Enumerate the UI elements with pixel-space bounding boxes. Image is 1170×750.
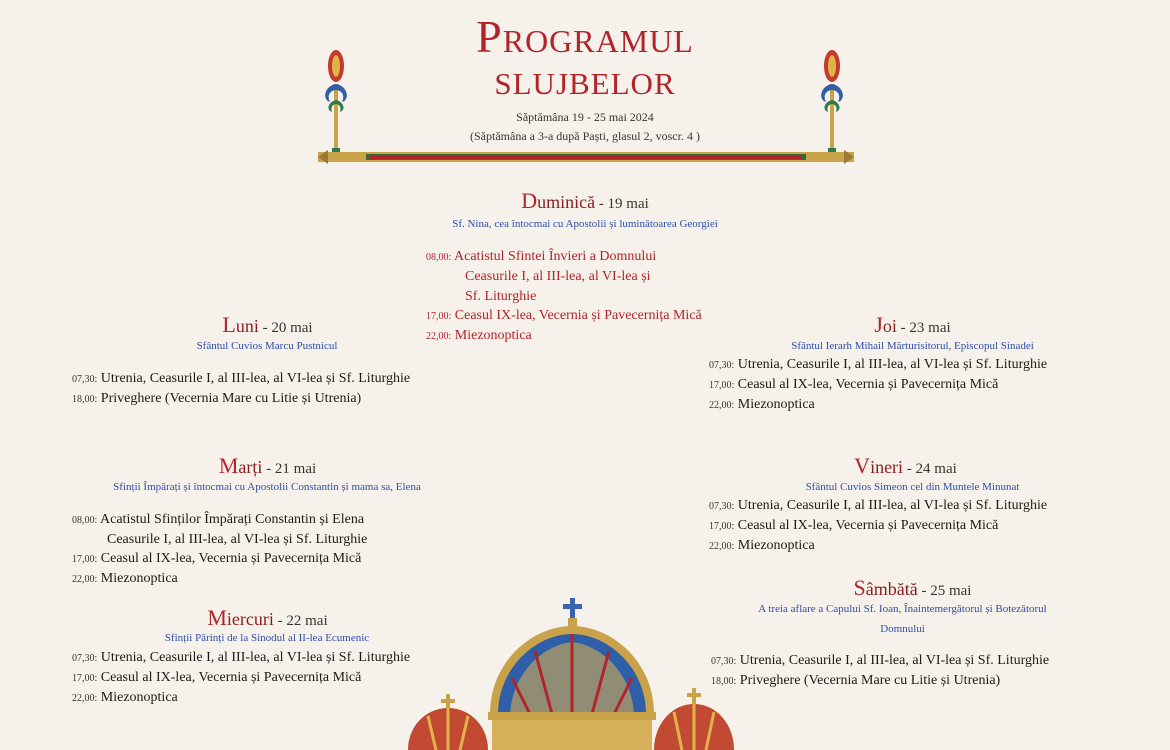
- day-initial: D: [521, 188, 538, 213]
- day-heading-vineri: [788, 453, 1023, 479]
- service-line: 17,00: Ceasul al IX-lea, Vecernia și Pavecernița Mică: [72, 670, 362, 685]
- day-initial: V: [854, 453, 871, 478]
- service-line: 07,30: Utrenia, Ceasurile I, al III-lea, al VI-lea și Sf. Liturghie: [72, 371, 411, 386]
- day-date: - 19 mai: [595, 196, 649, 212]
- service-line: 22,00: Miezonoptica: [426, 328, 532, 343]
- day-heading-marti: [150, 453, 385, 479]
- ornament-bar-icon: [318, 150, 854, 164]
- saint-sambata-line1: A treia aflare a Capului Sf. Ioan, Înaintemergătorul și Botezătorul: [758, 603, 1047, 615]
- day-name: iercuri: [226, 609, 274, 629]
- day-heading-duminica: [385, 188, 785, 214]
- flower-column-left-icon: [318, 44, 354, 156]
- service-line: 22,00: Miezonoptica: [709, 397, 815, 412]
- day-initial: J: [874, 312, 883, 337]
- day-name: uminică: [537, 192, 596, 212]
- saint-vineri: Sfântul Cuvios Simeon cel din Muntele Minunat: [805, 481, 1020, 493]
- saint-sambata-line2: Domnului: [880, 623, 925, 635]
- service-line: 18,00: Priveghere (Vecernia Mare cu Litie și Utrenia): [72, 391, 362, 406]
- church-domes-illustration-icon: [400, 596, 745, 750]
- service-line: Ceasurile I, al III-lea, al VI-lea și Sf. Liturghie: [107, 532, 368, 547]
- day-initial: M: [218, 453, 239, 478]
- day-name: arți: [238, 457, 263, 477]
- day-date: - 20 mai: [258, 320, 313, 336]
- day-heading-luni: [150, 312, 385, 338]
- title-line-2: slujbelor: [494, 55, 676, 104]
- day-name: uni: [235, 316, 259, 336]
- day-date: - 22 mai: [273, 613, 328, 629]
- service-line: 17,00: Ceasul al IX-lea, Vecernia și Pavecernița Mică: [709, 377, 999, 392]
- service-line: 07,30: Utrenia, Ceasurile I, al III-lea, al VI-lea și Sf. Liturghie: [72, 650, 411, 665]
- week-range: Săptămâna 19 - 25 mai 2024: [516, 110, 654, 124]
- flower-column-right-icon: [814, 44, 850, 156]
- service-line: 08,00: Acatistul Sfinților Împărați Constantin și Elena: [72, 512, 365, 527]
- saint-miercuri: Sfinții Părinți de la Sinodul al II-lea Ecumenic: [164, 632, 370, 644]
- day-date: - 21 mai: [262, 461, 317, 477]
- service-line: Sf. Liturghie: [465, 289, 537, 304]
- service-line: 08,00: Acatistul Sfintei Învieri a Domnului: [426, 249, 657, 264]
- week-note: (Săptămâna a 3-a după Paști, glasul 2, voscr. 4 ): [470, 129, 700, 143]
- day-date: - 23 mai: [896, 320, 951, 336]
- service-line: 17,00: Ceasul al IX-lea, Vecernia și Pavecernița Mică: [709, 518, 999, 533]
- day-heading-sambata: [795, 575, 1030, 601]
- title-line-1: Programul: [476, 11, 694, 62]
- saint-marti: Sfinții Împărați și întocmai cu Apostolii Constantin și mama sa, Elena: [113, 481, 421, 493]
- saint-luni: Sfântul Cuvios Marcu Pustnicul: [196, 340, 338, 352]
- service-line: 07,30: Utrenia, Ceasurile I, al III-lea, al VI-lea și Sf. Liturghie: [711, 653, 1050, 668]
- service-line: 22,00: Miezonoptica: [709, 538, 815, 553]
- day-date: - 24 mai: [903, 461, 957, 477]
- day-heading-joi: [795, 312, 1030, 338]
- service-line: 07,30: Utrenia, Ceasurile I, al III-lea, al VI-lea și Sf. Liturghie: [709, 357, 1048, 372]
- day-initial: M: [207, 605, 227, 630]
- day-initial: L: [222, 312, 236, 337]
- day-initial: S: [853, 575, 866, 600]
- service-line: 18,00: Priveghere (Vecernia Mare cu Litie și Utrenia): [711, 673, 1001, 688]
- saint-duminica: Sf. Nina, cea întocmai cu Apostolii și luminătoarea Georgiei: [452, 218, 718, 230]
- day-name: oi: [882, 316, 897, 336]
- service-line: 22,00: Miezonoptica: [72, 690, 178, 705]
- service-line: 17,00: Ceasul al IX-lea, Vecernia și Pavecernița Mică: [72, 551, 362, 566]
- day-name: âmbătă: [865, 579, 918, 599]
- service-line: 17,00: Ceasul IX-lea, Vecernia și Pavecernița Mică: [426, 308, 702, 323]
- day-date: - 25 mai: [917, 583, 972, 599]
- service-line: 22,00: Miezonoptica: [72, 571, 178, 586]
- day-heading-miercuri: [150, 605, 385, 631]
- service-line: Ceasurile I, al III-lea, al VI-lea și: [465, 269, 651, 284]
- service-line: 07,30: Utrenia, Ceasurile I, al III-lea, al VI-lea și Sf. Liturghie: [709, 498, 1048, 513]
- day-name: ineri: [870, 457, 904, 477]
- saint-joi: Sfântul Ierarh Mihail Mărturisitorul, Episcopul Sinadei: [791, 340, 1034, 352]
